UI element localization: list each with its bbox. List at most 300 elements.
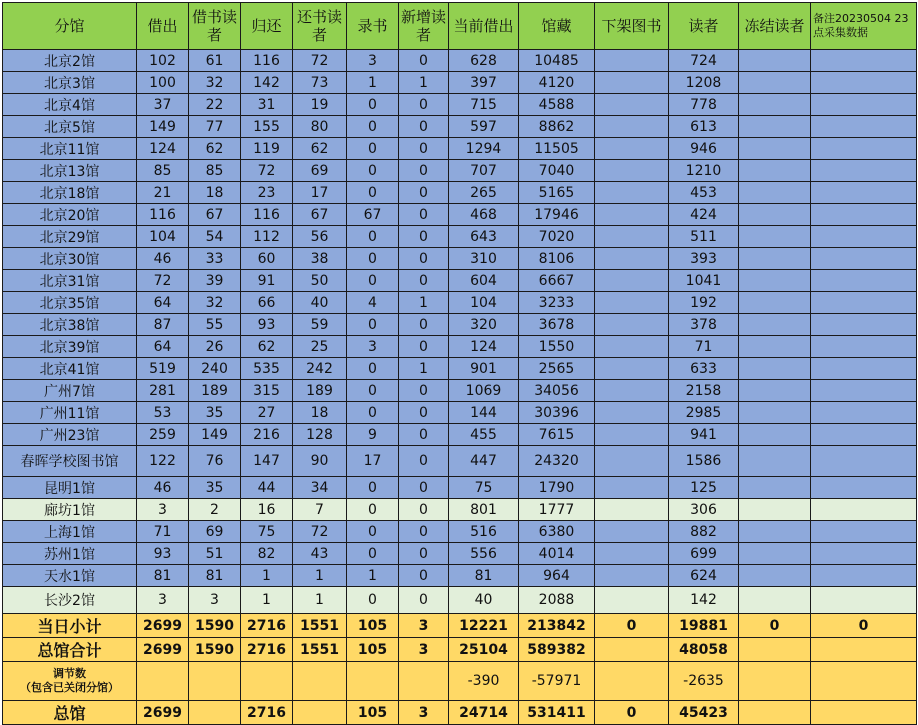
value-cell[interactable] bbox=[811, 270, 917, 292]
value-cell[interactable]: 32 bbox=[189, 72, 241, 94]
value-cell[interactable]: 2716 bbox=[241, 701, 293, 725]
value-cell[interactable]: 82 bbox=[241, 543, 293, 565]
value-cell[interactable] bbox=[739, 358, 811, 380]
value-cell[interactable]: 2985 bbox=[669, 402, 739, 424]
value-cell[interactable]: 964 bbox=[519, 565, 595, 587]
branch-name-cell[interactable]: 北京29馆 bbox=[3, 226, 137, 248]
value-cell[interactable]: 7615 bbox=[519, 424, 595, 446]
value-cell[interactable]: 0 bbox=[399, 160, 449, 182]
value-cell[interactable] bbox=[595, 160, 669, 182]
value-cell[interactable]: 3 bbox=[399, 701, 449, 725]
value-cell[interactable]: 100 bbox=[137, 72, 189, 94]
value-cell[interactable] bbox=[595, 358, 669, 380]
value-cell[interactable] bbox=[595, 402, 669, 424]
value-cell[interactable]: 1 bbox=[399, 358, 449, 380]
value-cell[interactable]: 155 bbox=[241, 116, 293, 138]
value-cell[interactable]: 44 bbox=[241, 477, 293, 499]
value-cell[interactable]: 69 bbox=[293, 160, 347, 182]
value-cell[interactable]: 0 bbox=[399, 565, 449, 587]
value-cell[interactable]: 0 bbox=[595, 701, 669, 725]
header-cell[interactable]: 分馆 bbox=[3, 3, 137, 50]
value-cell[interactable]: 62 bbox=[189, 138, 241, 160]
value-cell[interactable] bbox=[739, 336, 811, 358]
value-cell[interactable] bbox=[811, 701, 917, 725]
value-cell[interactable]: 0 bbox=[347, 314, 399, 336]
value-cell[interactable]: 71 bbox=[137, 521, 189, 543]
value-cell[interactable] bbox=[293, 662, 347, 701]
value-cell[interactable] bbox=[189, 701, 241, 725]
value-cell[interactable]: 91 bbox=[241, 270, 293, 292]
value-cell[interactable]: 46 bbox=[137, 248, 189, 270]
value-cell[interactable]: 147 bbox=[241, 446, 293, 477]
value-cell[interactable]: 75 bbox=[449, 477, 519, 499]
value-cell[interactable] bbox=[739, 446, 811, 477]
value-cell[interactable]: 941 bbox=[669, 424, 739, 446]
value-cell[interactable]: 1 bbox=[241, 565, 293, 587]
value-cell[interactable]: 81 bbox=[189, 565, 241, 587]
value-cell[interactable]: 801 bbox=[449, 499, 519, 521]
value-cell[interactable]: 105 bbox=[347, 701, 399, 725]
value-cell[interactable] bbox=[739, 72, 811, 94]
value-cell[interactable] bbox=[811, 662, 917, 701]
value-cell[interactable]: 724 bbox=[669, 50, 739, 72]
value-cell[interactable]: 0 bbox=[399, 402, 449, 424]
value-cell[interactable]: 597 bbox=[449, 116, 519, 138]
value-cell[interactable] bbox=[811, 424, 917, 446]
value-cell[interactable]: 124 bbox=[137, 138, 189, 160]
value-cell[interactable]: 142 bbox=[669, 587, 739, 614]
value-cell[interactable] bbox=[811, 565, 917, 587]
value-cell[interactable]: 0 bbox=[399, 336, 449, 358]
value-cell[interactable]: 0 bbox=[347, 226, 399, 248]
value-cell[interactable] bbox=[595, 587, 669, 614]
value-cell[interactable]: 0 bbox=[347, 543, 399, 565]
value-cell[interactable]: 67 bbox=[347, 204, 399, 226]
value-cell[interactable]: 2716 bbox=[241, 638, 293, 662]
value-cell[interactable]: 946 bbox=[669, 138, 739, 160]
value-cell[interactable]: 4014 bbox=[519, 543, 595, 565]
branch-name-cell[interactable]: 广州23馆 bbox=[3, 424, 137, 446]
value-cell[interactable]: 604 bbox=[449, 270, 519, 292]
value-cell[interactable]: 50 bbox=[293, 270, 347, 292]
value-cell[interactable]: 0 bbox=[399, 521, 449, 543]
value-cell[interactable]: 707 bbox=[449, 160, 519, 182]
value-cell[interactable]: 60 bbox=[241, 248, 293, 270]
branch-name-cell[interactable]: 北京39馆 bbox=[3, 336, 137, 358]
value-cell[interactable]: 34 bbox=[293, 477, 347, 499]
value-cell[interactable] bbox=[595, 204, 669, 226]
value-cell[interactable]: 378 bbox=[669, 314, 739, 336]
value-cell[interactable]: 0 bbox=[739, 614, 811, 638]
value-cell[interactable] bbox=[347, 662, 399, 701]
value-cell[interactable]: 30396 bbox=[519, 402, 595, 424]
value-cell[interactable]: 0 bbox=[347, 270, 399, 292]
header-cell[interactable]: 新增读者 bbox=[399, 3, 449, 50]
value-cell[interactable]: 3 bbox=[399, 638, 449, 662]
value-cell[interactable]: 0 bbox=[399, 543, 449, 565]
branch-name-cell[interactable]: 当日小计 bbox=[3, 614, 137, 638]
value-cell[interactable]: 1210 bbox=[669, 160, 739, 182]
value-cell[interactable]: 310 bbox=[449, 248, 519, 270]
value-cell[interactable] bbox=[811, 543, 917, 565]
value-cell[interactable] bbox=[811, 94, 917, 116]
value-cell[interactable] bbox=[595, 116, 669, 138]
value-cell[interactable]: -57971 bbox=[519, 662, 595, 701]
value-cell[interactable]: 1590 bbox=[189, 614, 241, 638]
value-cell[interactable]: 0 bbox=[347, 248, 399, 270]
value-cell[interactable]: 240 bbox=[189, 358, 241, 380]
branch-name-cell[interactable]: 廊坊1馆 bbox=[3, 499, 137, 521]
value-cell[interactable] bbox=[595, 424, 669, 446]
value-cell[interactable]: 1294 bbox=[449, 138, 519, 160]
branch-name-cell[interactable]: 北京3馆 bbox=[3, 72, 137, 94]
value-cell[interactable]: 69 bbox=[189, 521, 241, 543]
value-cell[interactable] bbox=[739, 521, 811, 543]
value-cell[interactable]: 242 bbox=[293, 358, 347, 380]
value-cell[interactable] bbox=[811, 160, 917, 182]
value-cell[interactable]: 116 bbox=[241, 204, 293, 226]
value-cell[interactable]: 72 bbox=[293, 521, 347, 543]
branch-name-cell[interactable]: 北京4馆 bbox=[3, 94, 137, 116]
value-cell[interactable]: 122 bbox=[137, 446, 189, 477]
value-cell[interactable]: 128 bbox=[293, 424, 347, 446]
value-cell[interactable]: 216 bbox=[241, 424, 293, 446]
header-cell[interactable]: 借出 bbox=[137, 3, 189, 50]
value-cell[interactable]: 40 bbox=[449, 587, 519, 614]
value-cell[interactable]: 4 bbox=[347, 292, 399, 314]
value-cell[interactable] bbox=[189, 662, 241, 701]
value-cell[interactable]: 1586 bbox=[669, 446, 739, 477]
value-cell[interactable]: 17 bbox=[347, 446, 399, 477]
value-cell[interactable] bbox=[739, 587, 811, 614]
value-cell[interactable]: 0 bbox=[347, 116, 399, 138]
value-cell[interactable]: 24320 bbox=[519, 446, 595, 477]
header-cell[interactable]: 读者 bbox=[669, 3, 739, 50]
value-cell[interactable]: 0 bbox=[399, 182, 449, 204]
value-cell[interactable] bbox=[811, 402, 917, 424]
value-cell[interactable]: 882 bbox=[669, 521, 739, 543]
value-cell[interactable]: 715 bbox=[449, 94, 519, 116]
value-cell[interactable]: 393 bbox=[669, 248, 739, 270]
value-cell[interactable] bbox=[811, 116, 917, 138]
value-cell[interactable] bbox=[811, 248, 917, 270]
value-cell[interactable]: 0 bbox=[347, 94, 399, 116]
branch-name-cell[interactable]: 北京35馆 bbox=[3, 292, 137, 314]
value-cell[interactable]: 1069 bbox=[449, 380, 519, 402]
value-cell[interactable] bbox=[811, 358, 917, 380]
value-cell[interactable]: 424 bbox=[669, 204, 739, 226]
value-cell[interactable]: 8862 bbox=[519, 116, 595, 138]
branch-name-cell[interactable]: 总馆 bbox=[3, 701, 137, 725]
branch-name-cell[interactable]: 北京38馆 bbox=[3, 314, 137, 336]
value-cell[interactable] bbox=[811, 50, 917, 72]
value-cell[interactable]: 189 bbox=[293, 380, 347, 402]
value-cell[interactable]: 0 bbox=[347, 160, 399, 182]
value-cell[interactable]: 0 bbox=[347, 521, 399, 543]
value-cell[interactable] bbox=[811, 336, 917, 358]
value-cell[interactable]: 1208 bbox=[669, 72, 739, 94]
value-cell[interactable] bbox=[811, 204, 917, 226]
value-cell[interactable]: 1 bbox=[399, 72, 449, 94]
value-cell[interactable]: 0 bbox=[399, 499, 449, 521]
value-cell[interactable]: 1550 bbox=[519, 336, 595, 358]
value-cell[interactable]: 259 bbox=[137, 424, 189, 446]
value-cell[interactable]: 1 bbox=[347, 72, 399, 94]
value-cell[interactable]: 38 bbox=[293, 248, 347, 270]
value-cell[interactable] bbox=[739, 248, 811, 270]
value-cell[interactable]: 17 bbox=[293, 182, 347, 204]
value-cell[interactable]: 61 bbox=[189, 50, 241, 72]
value-cell[interactable] bbox=[811, 138, 917, 160]
value-cell[interactable] bbox=[739, 94, 811, 116]
value-cell[interactable]: 105 bbox=[347, 638, 399, 662]
value-cell[interactable]: 519 bbox=[137, 358, 189, 380]
value-cell[interactable]: 16 bbox=[241, 499, 293, 521]
header-cell[interactable]: 冻结读者 bbox=[739, 3, 811, 50]
value-cell[interactable] bbox=[595, 662, 669, 701]
branch-name-cell[interactable]: 昆明1馆 bbox=[3, 477, 137, 499]
value-cell[interactable]: 397 bbox=[449, 72, 519, 94]
value-cell[interactable]: 77 bbox=[189, 116, 241, 138]
value-cell[interactable]: 0 bbox=[399, 94, 449, 116]
value-cell[interactable]: 21 bbox=[137, 182, 189, 204]
value-cell[interactable] bbox=[595, 138, 669, 160]
value-cell[interactable]: 71 bbox=[669, 336, 739, 358]
value-cell[interactable] bbox=[811, 226, 917, 248]
branch-name-cell[interactable]: 长沙2馆 bbox=[3, 587, 137, 614]
value-cell[interactable]: 81 bbox=[137, 565, 189, 587]
value-cell[interactable] bbox=[595, 638, 669, 662]
value-cell[interactable] bbox=[595, 543, 669, 565]
value-cell[interactable]: 73 bbox=[293, 72, 347, 94]
value-cell[interactable]: 0 bbox=[399, 446, 449, 477]
value-cell[interactable] bbox=[811, 446, 917, 477]
value-cell[interactable]: 531411 bbox=[519, 701, 595, 725]
value-cell[interactable]: 447 bbox=[449, 446, 519, 477]
value-cell[interactable]: 116 bbox=[137, 204, 189, 226]
value-cell[interactable]: 0 bbox=[399, 314, 449, 336]
value-cell[interactable]: 25 bbox=[293, 336, 347, 358]
value-cell[interactable]: 85 bbox=[189, 160, 241, 182]
header-cell[interactable]: 借书读者 bbox=[189, 3, 241, 50]
value-cell[interactable] bbox=[811, 477, 917, 499]
value-cell[interactable]: 643 bbox=[449, 226, 519, 248]
value-cell[interactable]: 54 bbox=[189, 226, 241, 248]
value-cell[interactable]: 142 bbox=[241, 72, 293, 94]
value-cell[interactable]: 125 bbox=[669, 477, 739, 499]
branch-name-cell[interactable]: 北京11馆 bbox=[3, 138, 137, 160]
value-cell[interactable]: 51 bbox=[189, 543, 241, 565]
value-cell[interactable]: 306 bbox=[669, 499, 739, 521]
value-cell[interactable]: 0 bbox=[399, 50, 449, 72]
value-cell[interactable] bbox=[595, 380, 669, 402]
value-cell[interactable]: 26 bbox=[189, 336, 241, 358]
value-cell[interactable]: 27 bbox=[241, 402, 293, 424]
value-cell[interactable]: 453 bbox=[669, 182, 739, 204]
value-cell[interactable]: 6667 bbox=[519, 270, 595, 292]
value-cell[interactable]: 17946 bbox=[519, 204, 595, 226]
value-cell[interactable] bbox=[811, 499, 917, 521]
value-cell[interactable]: 1 bbox=[293, 587, 347, 614]
value-cell[interactable] bbox=[811, 638, 917, 662]
value-cell[interactable]: 4588 bbox=[519, 94, 595, 116]
value-cell[interactable]: 0 bbox=[399, 477, 449, 499]
value-cell[interactable]: 0 bbox=[347, 402, 399, 424]
value-cell[interactable]: 0 bbox=[399, 587, 449, 614]
value-cell[interactable]: 2 bbox=[189, 499, 241, 521]
value-cell[interactable]: 535 bbox=[241, 358, 293, 380]
value-cell[interactable]: 2088 bbox=[519, 587, 595, 614]
branch-name-cell[interactable]: 北京41馆 bbox=[3, 358, 137, 380]
branch-name-cell[interactable]: 北京18馆 bbox=[3, 182, 137, 204]
value-cell[interactable]: 81 bbox=[449, 565, 519, 587]
value-cell[interactable]: 7040 bbox=[519, 160, 595, 182]
value-cell[interactable]: 556 bbox=[449, 543, 519, 565]
value-cell[interactable]: 2716 bbox=[241, 614, 293, 638]
value-cell[interactable]: 468 bbox=[449, 204, 519, 226]
value-cell[interactable]: 18 bbox=[189, 182, 241, 204]
branch-name-cell[interactable]: 天水1馆 bbox=[3, 565, 137, 587]
value-cell[interactable]: 104 bbox=[137, 226, 189, 248]
value-cell[interactable]: 192 bbox=[669, 292, 739, 314]
value-cell[interactable] bbox=[811, 380, 917, 402]
value-cell[interactable]: 1 bbox=[293, 565, 347, 587]
value-cell[interactable]: 76 bbox=[189, 446, 241, 477]
value-cell[interactable] bbox=[595, 270, 669, 292]
value-cell[interactable]: 0 bbox=[347, 138, 399, 160]
value-cell[interactable]: 55 bbox=[189, 314, 241, 336]
value-cell[interactable]: 0 bbox=[347, 380, 399, 402]
value-cell[interactable]: 628 bbox=[449, 50, 519, 72]
value-cell[interactable] bbox=[595, 292, 669, 314]
value-cell[interactable]: 455 bbox=[449, 424, 519, 446]
value-cell[interactable]: 18 bbox=[293, 402, 347, 424]
value-cell[interactable]: 0 bbox=[347, 182, 399, 204]
value-cell[interactable] bbox=[595, 50, 669, 72]
value-cell[interactable]: 189 bbox=[189, 380, 241, 402]
value-cell[interactable]: 112 bbox=[241, 226, 293, 248]
value-cell[interactable]: 2699 bbox=[137, 701, 189, 725]
value-cell[interactable] bbox=[739, 543, 811, 565]
value-cell[interactable]: 66 bbox=[241, 292, 293, 314]
value-cell[interactable]: 778 bbox=[669, 94, 739, 116]
value-cell[interactable]: 19 bbox=[293, 94, 347, 116]
value-cell[interactable] bbox=[595, 226, 669, 248]
value-cell[interactable]: 516 bbox=[449, 521, 519, 543]
value-cell[interactable]: 9 bbox=[347, 424, 399, 446]
value-cell[interactable]: 85 bbox=[137, 160, 189, 182]
value-cell[interactable]: -2635 bbox=[669, 662, 739, 701]
value-cell[interactable]: 19881 bbox=[669, 614, 739, 638]
value-cell[interactable]: 59 bbox=[293, 314, 347, 336]
value-cell[interactable]: 149 bbox=[137, 116, 189, 138]
value-cell[interactable]: 0 bbox=[399, 270, 449, 292]
value-cell[interactable] bbox=[811, 587, 917, 614]
value-cell[interactable]: 3 bbox=[399, 614, 449, 638]
value-cell[interactable]: 56 bbox=[293, 226, 347, 248]
value-cell[interactable] bbox=[739, 160, 811, 182]
value-cell[interactable]: 281 bbox=[137, 380, 189, 402]
value-cell[interactable] bbox=[595, 499, 669, 521]
value-cell[interactable]: 25104 bbox=[449, 638, 519, 662]
value-cell[interactable]: 62 bbox=[293, 138, 347, 160]
value-cell[interactable]: 0 bbox=[399, 424, 449, 446]
value-cell[interactable]: 53 bbox=[137, 402, 189, 424]
value-cell[interactable] bbox=[137, 662, 189, 701]
value-cell[interactable] bbox=[595, 314, 669, 336]
branch-name-cell[interactable]: 总馆合计 bbox=[3, 638, 137, 662]
value-cell[interactable]: 3678 bbox=[519, 314, 595, 336]
value-cell[interactable]: 144 bbox=[449, 402, 519, 424]
value-cell[interactable] bbox=[739, 662, 811, 701]
value-cell[interactable]: 0 bbox=[399, 226, 449, 248]
value-cell[interactable]: 7 bbox=[293, 499, 347, 521]
value-cell[interactable]: 62 bbox=[241, 336, 293, 358]
branch-name-cell[interactable]: 广州7馆 bbox=[3, 380, 137, 402]
value-cell[interactable]: 0 bbox=[399, 116, 449, 138]
value-cell[interactable] bbox=[595, 248, 669, 270]
branch-name-cell[interactable]: 北京13馆 bbox=[3, 160, 137, 182]
value-cell[interactable]: 320 bbox=[449, 314, 519, 336]
value-cell[interactable]: 24714 bbox=[449, 701, 519, 725]
value-cell[interactable] bbox=[739, 565, 811, 587]
branch-name-cell[interactable]: 调节数 （包含已关闭分馆） bbox=[3, 662, 137, 701]
value-cell[interactable]: 22 bbox=[189, 94, 241, 116]
branch-name-cell[interactable]: 北京20馆 bbox=[3, 204, 137, 226]
value-cell[interactable] bbox=[739, 701, 811, 725]
value-cell[interactable]: 1551 bbox=[293, 614, 347, 638]
branch-name-cell[interactable]: 北京2馆 bbox=[3, 50, 137, 72]
value-cell[interactable]: 0 bbox=[811, 614, 917, 638]
value-cell[interactable] bbox=[811, 72, 917, 94]
header-cell[interactable]: 归还 bbox=[241, 3, 293, 50]
value-cell[interactable]: 2158 bbox=[669, 380, 739, 402]
value-cell[interactable]: 12221 bbox=[449, 614, 519, 638]
value-cell[interactable]: 90 bbox=[293, 446, 347, 477]
value-cell[interactable] bbox=[811, 314, 917, 336]
value-cell[interactable] bbox=[739, 638, 811, 662]
value-cell[interactable]: 124 bbox=[449, 336, 519, 358]
value-cell[interactable]: 3 bbox=[137, 499, 189, 521]
value-cell[interactable]: 4120 bbox=[519, 72, 595, 94]
value-cell[interactable]: 119 bbox=[241, 138, 293, 160]
value-cell[interactable] bbox=[739, 50, 811, 72]
value-cell[interactable]: 511 bbox=[669, 226, 739, 248]
value-cell[interactable]: 265 bbox=[449, 182, 519, 204]
value-cell[interactable]: 40 bbox=[293, 292, 347, 314]
value-cell[interactable]: 1 bbox=[347, 565, 399, 587]
value-cell[interactable]: 1551 bbox=[293, 638, 347, 662]
value-cell[interactable]: 149 bbox=[189, 424, 241, 446]
value-cell[interactable]: 1041 bbox=[669, 270, 739, 292]
value-cell[interactable] bbox=[739, 204, 811, 226]
value-cell[interactable]: 5165 bbox=[519, 182, 595, 204]
value-cell[interactable] bbox=[399, 662, 449, 701]
value-cell[interactable]: 72 bbox=[241, 160, 293, 182]
value-cell[interactable] bbox=[739, 292, 811, 314]
header-note-cell[interactable]: 备注20230504 23点采集数据 bbox=[811, 3, 917, 50]
value-cell[interactable]: 1 bbox=[241, 587, 293, 614]
value-cell[interactable] bbox=[739, 380, 811, 402]
value-cell[interactable] bbox=[595, 336, 669, 358]
value-cell[interactable] bbox=[811, 521, 917, 543]
value-cell[interactable] bbox=[241, 662, 293, 701]
value-cell[interactable] bbox=[739, 499, 811, 521]
value-cell[interactable]: 11505 bbox=[519, 138, 595, 160]
value-cell[interactable]: 80 bbox=[293, 116, 347, 138]
value-cell[interactable]: -390 bbox=[449, 662, 519, 701]
header-cell[interactable]: 还书读者 bbox=[293, 3, 347, 50]
